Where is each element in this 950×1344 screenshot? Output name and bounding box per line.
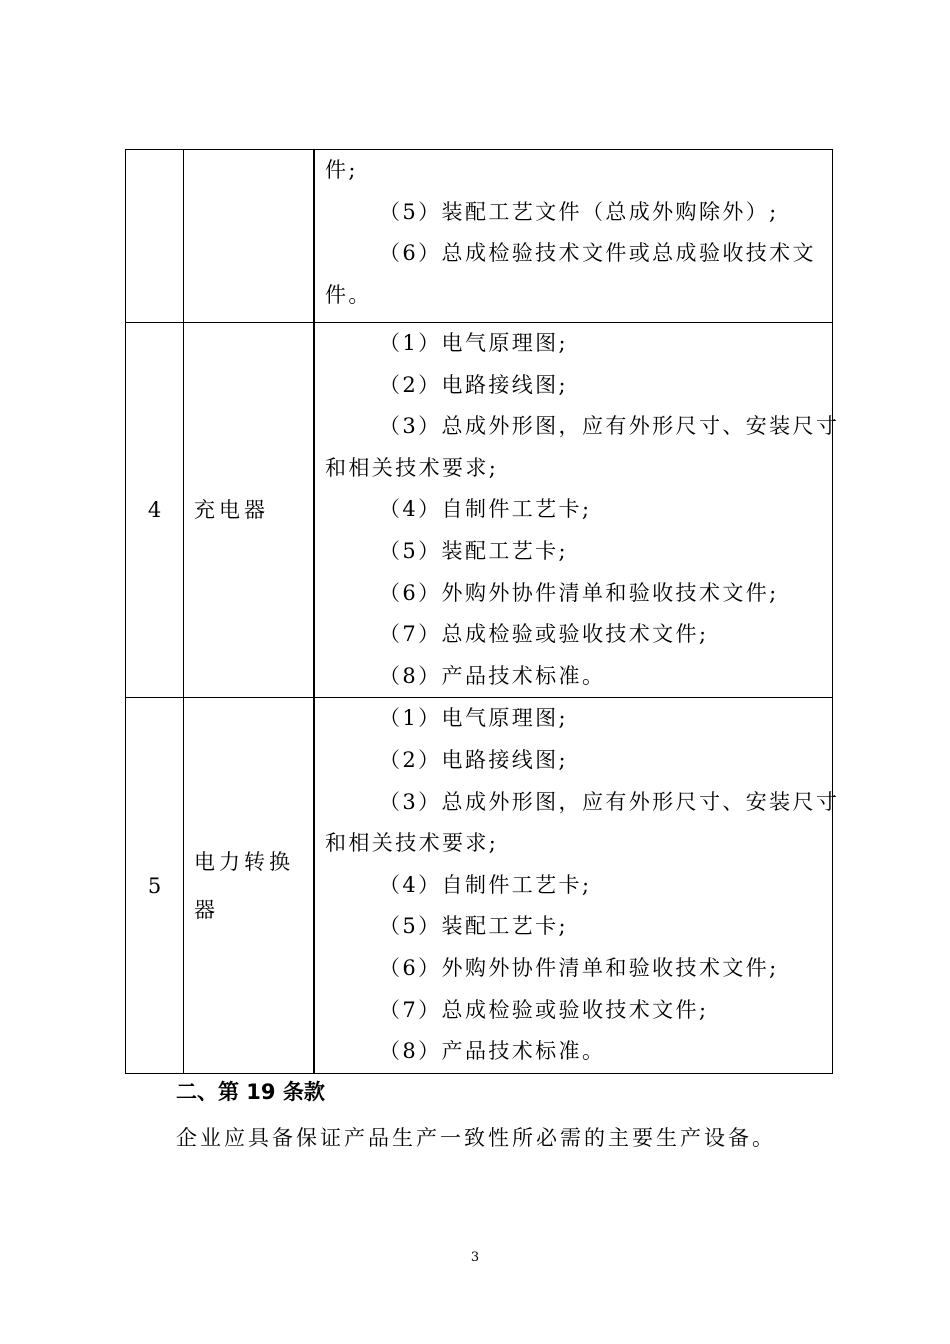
document-item: （5）装配工艺卡; bbox=[379, 538, 569, 563]
section-paragraph: 企业应具备保证产品生产一致性所必需的主要生产设备。 bbox=[176, 1126, 776, 1150]
row-number-cell: 4 bbox=[126, 323, 184, 698]
item-name-cell: 电力转换器 bbox=[184, 698, 315, 1073]
document-item: （3）总成外形图，应有外形尺寸、安装尺寸 bbox=[379, 789, 840, 814]
table-row bbox=[126, 698, 833, 1073]
document-item: （2）电路接线图; bbox=[379, 747, 569, 772]
section-title: 二、第 19 条款 bbox=[176, 1080, 325, 1104]
document-item: （6）外购外协件清单和验收技术文件; bbox=[379, 580, 779, 605]
document-item: （6）总成检验技术文件或总成验收技术文 bbox=[379, 241, 816, 266]
document-list-cell bbox=[314, 150, 833, 323]
table-row bbox=[126, 150, 833, 323]
page-number: 3 bbox=[470, 1250, 480, 1265]
table-row bbox=[126, 323, 833, 698]
document-item: （8）产品技术标准。 bbox=[379, 1039, 606, 1064]
document-item: （7）总成检验或验收技术文件; bbox=[379, 997, 709, 1022]
item-name-cell bbox=[184, 150, 315, 323]
document-item: 件。 bbox=[325, 282, 372, 307]
document-list-cell bbox=[314, 323, 840, 698]
document-item: （3）总成外形图，应有外形尺寸、安装尺寸 bbox=[379, 414, 840, 439]
table-body bbox=[126, 150, 840, 1074]
document-item: （1）电气原理图; bbox=[379, 331, 569, 355]
document-item: （5）装配工艺卡; bbox=[379, 914, 569, 939]
item-name-cell: 充电器 bbox=[184, 323, 315, 698]
document-item: （6）外购外协件清单和验收技术文件; bbox=[379, 955, 779, 980]
document-item: （7）总成检验或验收技术文件; bbox=[379, 622, 709, 647]
document-item: （2）电路接线图; bbox=[379, 372, 569, 397]
document-item: （8）产品技术标准。 bbox=[379, 663, 606, 688]
row-number-cell: 5 bbox=[126, 698, 184, 1073]
document-item: 件; bbox=[325, 158, 358, 182]
requirements-table bbox=[125, 149, 840, 1074]
document-item: （1）电气原理图; bbox=[379, 706, 569, 731]
row-number-cell bbox=[126, 150, 184, 323]
document-item: （4）自制件工艺卡; bbox=[379, 872, 592, 897]
document-item: 和相关技术要求; bbox=[325, 831, 499, 856]
document-list-cell bbox=[314, 698, 840, 1073]
document-item: （5）装配工艺文件（总成外购除外）; bbox=[379, 199, 779, 224]
document-item: （4）自制件工艺卡; bbox=[379, 497, 592, 522]
document-item: 和相关技术要求; bbox=[325, 455, 499, 480]
